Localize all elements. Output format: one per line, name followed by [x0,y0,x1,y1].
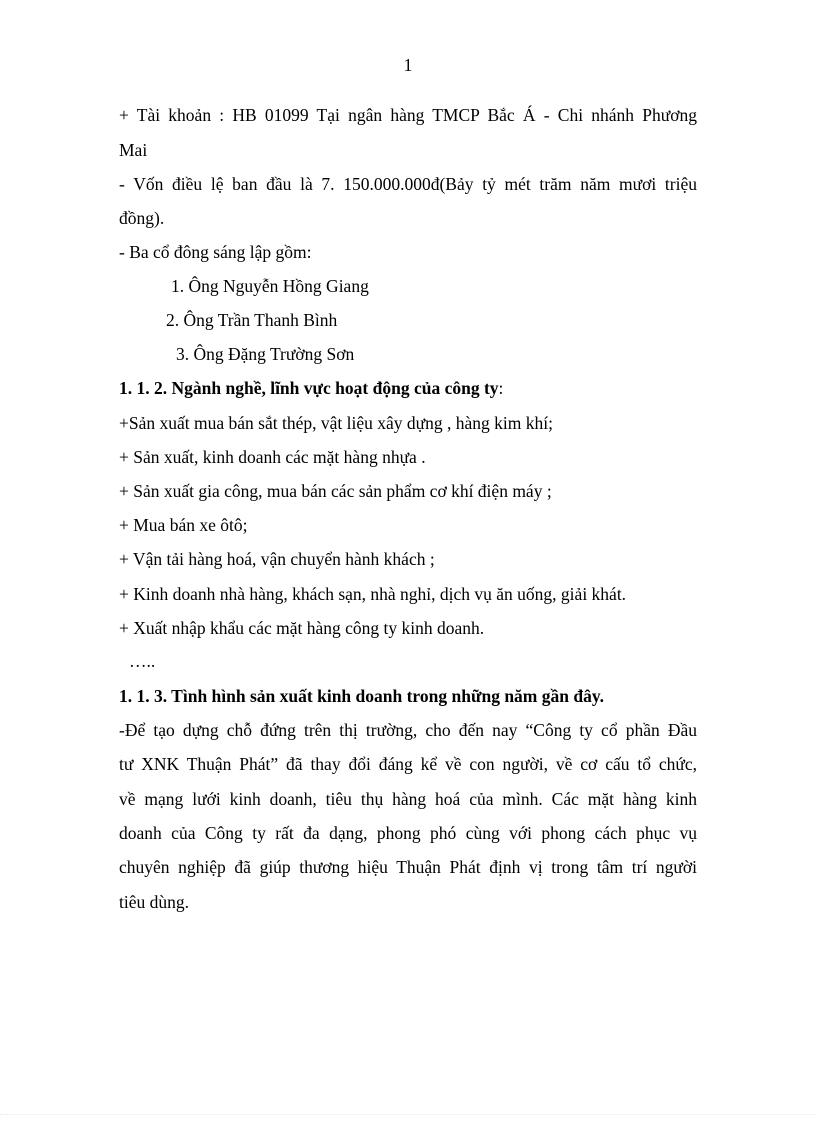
page-number: 1 [403,55,413,75]
paragraph-line: chuyên nghiệp đã giúp thương hiệu Thuận Phát định vị trong tâm trí người [119,857,697,877]
founder-item: 1. Ông Nguyễn Hồng Giang [171,276,369,296]
founder-item: 2. Ông Trần Thanh Bình [166,310,338,330]
account-line-cont: Mai [119,140,148,160]
paragraph-line: -Để tạo dựng chỗ đứng trên thị trường, cho đến nay “Công ty cổ phần Đầu [119,720,697,740]
business-line-item: + Kinh doanh nhà hàng, khách sạn, nhà nghỉ, dịch vụ ăn uống, giải khát. [119,584,627,604]
business-line-item: +Sản xuất mua bán sắt thép, vật liệu xây dựng , hàng kim khí; [119,413,553,433]
section-heading-business-text: 1. 1. 2. Ngành nghề, lĩnh vực hoạt động của công ty [119,378,499,398]
founder-item: 3. Ông Đặng Trường Sơn [176,344,355,364]
capital-line-cont: đồng). [119,208,165,228]
paragraph-line: doanh của Công ty rất đa dạng, phong phó cùng với phong cách phục vụ [119,823,697,843]
section-heading-colon: : [498,378,504,398]
business-line-item: + Sản xuất gia công, mua bán các sản phẩm cơ khí điện máy ; [119,481,552,501]
paragraph-line: về mạng lưới kinh doanh, tiêu thụ hàng hoá của mình. Các mặt hàng kinh [119,789,697,809]
business-line-item: + Mua bán xe ôtô; [119,515,248,535]
ellipsis: ….. [129,651,156,671]
capital-line: - Vốn điều lệ ban đầu là 7. 150.000.000đ(Bảy tỷ mét trăm năm mươi triệu [119,174,697,194]
account-line: + Tài khoản : HB 01099 Tại ngân hàng TMCP Bắc Á - Chi nhánh Phương [119,105,697,125]
founders-intro: - Ba cổ đông sáng lập gồm: [119,242,312,262]
business-line-item: + Xuất nhập khẩu các mặt hàng công ty kinh doanh. [119,618,485,638]
business-line-item: + Sản xuất, kinh doanh các mặt hàng nhựa . [119,447,426,467]
page-bottom-edge [0,1114,816,1115]
section-heading-business [119,377,503,399]
business-line-item: + Vận tải hàng hoá, vận chuyển hành khách ; [119,549,435,569]
paragraph-line: tư XNK Thuận Phát” đã thay đổi đáng kể về con người, về cơ cấu tổ chức, [119,754,697,774]
paragraph-line: tiêu dùng. [119,892,189,912]
section-heading-production: 1. 1. 3. Tình hình sản xuất kinh doanh trong những năm gần đây. [119,686,605,706]
